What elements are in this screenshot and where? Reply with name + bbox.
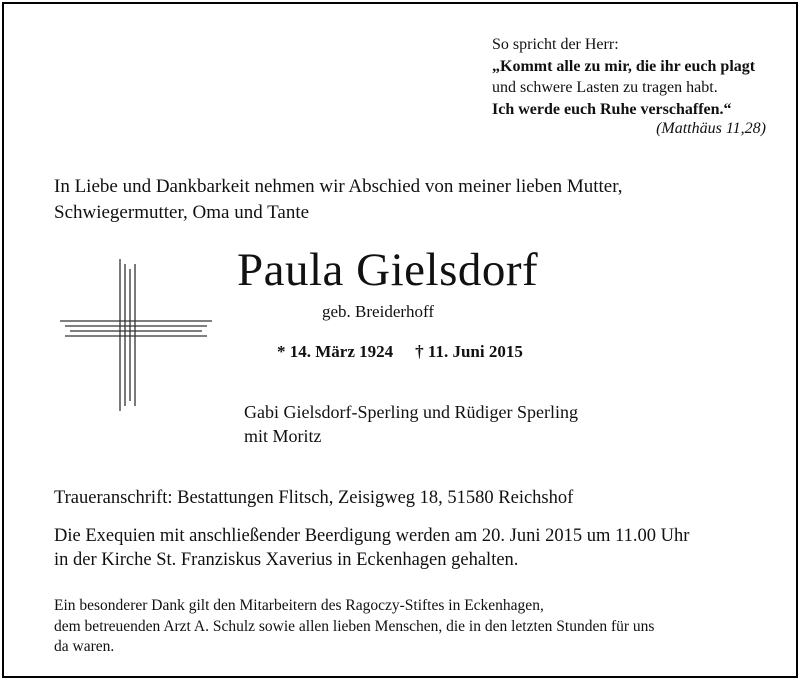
intro-line: In Liebe und Dankbarkeit nehmen wir Abschied von meiner lieben Mutter, — [54, 176, 623, 197]
funeral-line: Die Exequien mit anschließender Beerdigung werden am 20. Juni 2015 um 11.00 Uhr — [54, 526, 690, 546]
quote-line: und schwere Lasten zu tragen habt. — [492, 79, 718, 96]
quote-line: „Kommt alle zu mir, die ihr euch plagt — [492, 57, 756, 75]
cross-icon — [60, 259, 212, 411]
mourner-line: Gabi Gielsdorf-Sperling und Rüdiger Sperling — [244, 402, 578, 422]
deceased-name: Paula Gielsdorf — [237, 244, 539, 296]
thanks-text — [54, 596, 654, 658]
death-date: † 11. Juni 2015 — [415, 342, 523, 361]
quote-reference: (Matthäus 11,28) — [656, 120, 766, 137]
funeral-line: in der Kirche St. Franziskus Xaverius in Eckenhagen gehalten. — [54, 550, 519, 570]
intro-line: Schwiegermutter, Oma und Tante — [54, 202, 310, 223]
thanks-line: da waren. — [54, 638, 115, 655]
birth-name: geb. Breiderhoff — [322, 302, 435, 321]
life-dates — [277, 342, 523, 362]
bible-quote — [492, 34, 755, 120]
quote-line: Ich werde euch Ruhe verschaffen.“ — [492, 100, 732, 118]
funeral-info — [54, 524, 689, 572]
thanks-line: dem betreuenden Arzt A. Schulz sowie allen lieben Menschen, die in den letzten Stunden für uns — [54, 617, 655, 635]
mourner-line: mit Moritz — [244, 426, 322, 446]
mourning-address: Traueranschrift: Bestattungen Flitsch, Zeisigweg 18, 51580 Reichshof — [54, 488, 574, 508]
quote-line: So spricht der Herr: — [492, 36, 619, 53]
thanks-line: Ein besonderer Dank gilt den Mitarbeitern des Ragoczy-Stiftes in Eckenhagen, — [54, 597, 544, 614]
obituary-notice — [2, 2, 798, 678]
intro-text — [54, 174, 623, 226]
birth-date: * 14. März 1924 — [277, 342, 394, 361]
mourners — [244, 400, 578, 448]
